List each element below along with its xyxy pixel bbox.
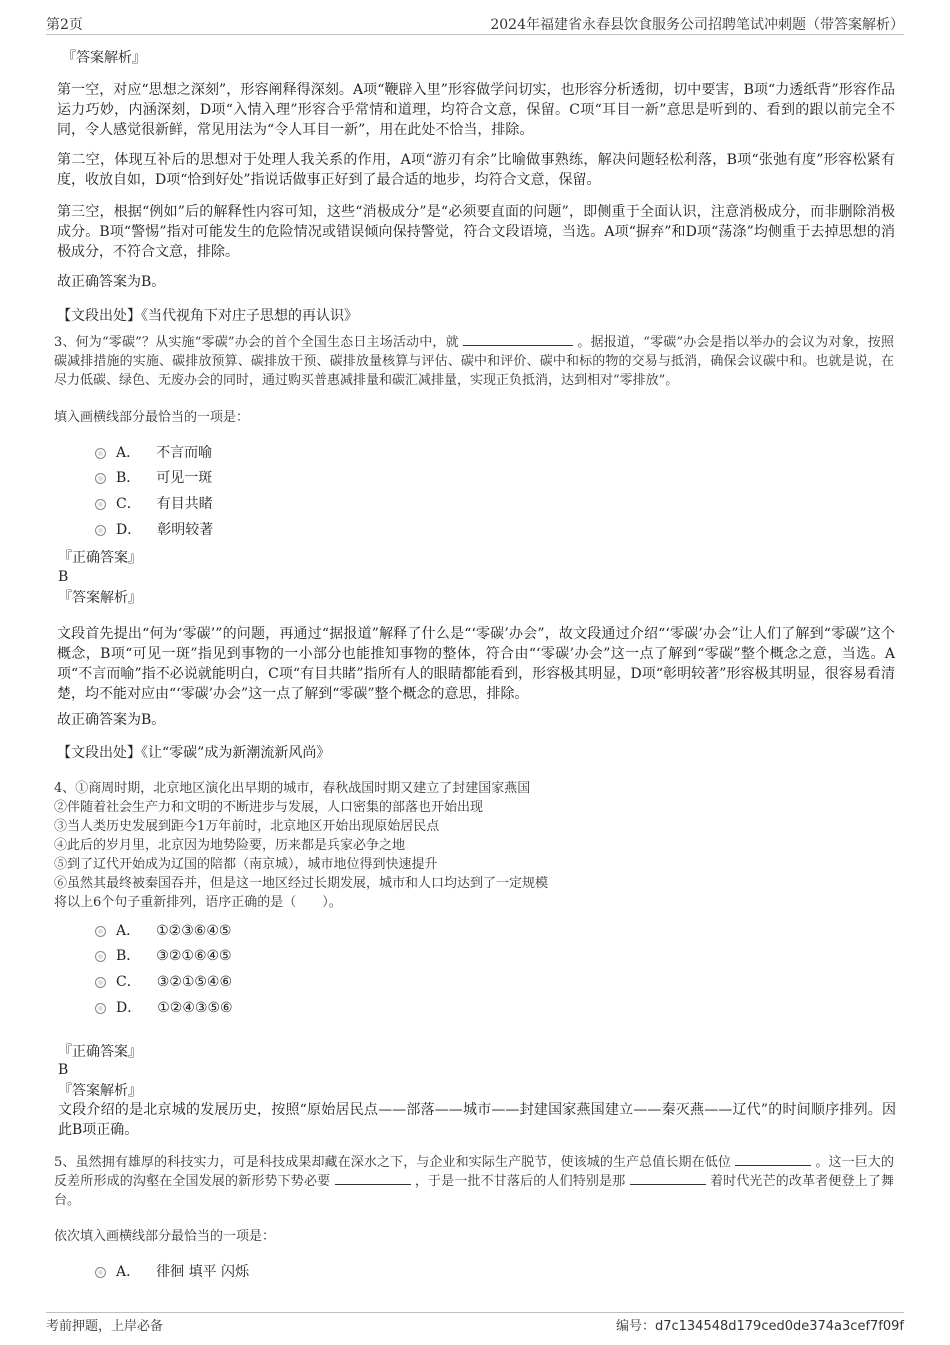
- option-text: ①②④③⑤⑥: [157, 1000, 233, 1016]
- option-text: 不言而喻: [156, 445, 213, 461]
- option-key: D．: [116, 1000, 142, 1016]
- q5-blank-3: [630, 1172, 706, 1185]
- q5-blank-1: [735, 1153, 811, 1166]
- radio-icon[interactable]: [95, 473, 106, 484]
- page-header: [46, 12, 904, 35]
- q4-sentence-6: ⑥虽然其最终被秦国吞并，但是这一地区经过长期发展，城市和人口均达到了一定规模: [54, 876, 549, 891]
- page-footer: [46, 1312, 904, 1334]
- option-text: 徘徊 填平 闪烁: [156, 1264, 250, 1280]
- q4-sentence-5: ⑤到了辽代开始成为辽国的陪都（南京城），城市地位得到快速提升: [54, 857, 438, 872]
- q3-prompt: 填入画横线部分最恰当的一项是：: [54, 410, 250, 425]
- q4-option-a[interactable]: [95, 921, 231, 941]
- q3-option-c[interactable]: [95, 494, 213, 514]
- q3-answer: B: [58, 569, 69, 585]
- q4-option-c[interactable]: [95, 972, 232, 992]
- q3-stem-part2: 。据报道，“零碳”办会是指以举办的会议为对象，按照碳减排措施的实施、碳排放预算、碳排放干预、碳排放量核算与评估、碳中和评价、碳中和标的物的交易与抵消，确保会议碳中和。也就是说，在尽力低碳、绿色、无废办会的同时，通过购买普惠减排量和碳汇减排量，实现正负抵消，达到相对“零排放”。: [54, 335, 894, 388]
- q4-prompt: 将以上6个句子重新排列，语序正确的是（ ）。: [54, 895, 342, 910]
- code-value: d7c134548d179ced0de374a3cef7f09f: [654, 1319, 904, 1334]
- q5-stem-part2: 。这一巨大的反差所形成的沟壑在全国发展的新形势下势必要: [54, 1155, 894, 1189]
- option-key: B．: [116, 470, 141, 486]
- q2-paragraph-2: 第二空，体现互补后的思想对于处理人我关系的作用，A项“游刃有余”比喻做事熟练，解决问题轻松利落，B项“张弛有度”形容松紧有度，收放自如，D项“恰到好处”指说话做事正好到了最合适的地步，均符合文意，保留。: [57, 152, 895, 188]
- q3-analysis: [57, 624, 895, 704]
- radio-icon[interactable]: [95, 448, 106, 459]
- q4-sentence-2: ②伴随着社会生产力和文明的不断进步与发展，人口密集的部落也开始出现: [54, 800, 484, 815]
- option-key: A．: [116, 923, 141, 939]
- option-key: B．: [116, 948, 141, 964]
- radio-icon[interactable]: [95, 977, 106, 988]
- q3-answer-label: 『正确答案』: [58, 550, 142, 566]
- q5-blank-2: [335, 1172, 411, 1185]
- option-text: ③②①⑤④⑥: [156, 974, 233, 990]
- q3-option-b[interactable]: [95, 468, 212, 488]
- q3-source: 【文段出处】《让“零碳”成为新潮流新风尚》: [57, 745, 331, 761]
- radio-icon[interactable]: [95, 1267, 106, 1278]
- q2-source: 【文段出处】《当代视角下对庄子思想的再认识》: [57, 308, 358, 324]
- option-text: ③②①⑥④⑤: [156, 948, 232, 964]
- option-text: 彰明较著: [157, 522, 214, 538]
- radio-icon[interactable]: [95, 525, 106, 536]
- q4-sentence-3: ③当人类历史发展到距今1万年前时，北京地区开始出现原始居民点: [54, 819, 440, 834]
- q2-analysis-label: 『答案解析』: [62, 50, 146, 66]
- footer-slogan: 考前押题，上岸必备: [46, 1319, 164, 1334]
- q2-analysis-p1: [57, 80, 895, 140]
- q2-analysis-p3: [57, 202, 895, 262]
- q4-analysis-label: 『答案解析』: [58, 1083, 142, 1099]
- q2-final-answer: 故正确答案为B。: [57, 274, 166, 290]
- q5-stem-part4: 着时代光芒的改革者便登上了舞台。: [54, 1174, 894, 1208]
- q2-analysis-p2: [57, 150, 895, 190]
- q5-prompt: 依次填入画横线部分最恰当的一项是：: [54, 1229, 276, 1244]
- option-key: D．: [116, 522, 142, 538]
- radio-icon[interactable]: [95, 499, 106, 510]
- option-key: C．: [116, 496, 141, 512]
- q4-analysis-text: 文段介绍的是北京城的发展历史，按照“原始居民点——部落——城市——封建国家燕国建立——秦灭燕——辽代”的时间顺序排列。因此B项正确。: [58, 1102, 896, 1138]
- q3-analysis-label: 『答案解析』: [58, 590, 142, 606]
- radio-icon[interactable]: [95, 926, 106, 937]
- q4-option-d[interactable]: [95, 998, 233, 1018]
- q5-stem: [54, 1153, 894, 1210]
- q4-answer: B: [58, 1062, 69, 1078]
- code-label: 编号：: [615, 1319, 655, 1334]
- document-title: 2024年福建省永春县饮食服务公司招聘笔试冲刺题（带答案解析）: [490, 17, 904, 33]
- q4-sentence-4: ④此后的岁月里，北京因为地势险要，历来都是兵家必争之地: [54, 838, 406, 853]
- q5-stem-part1: 5、虽然拥有雄厚的科技实力，可是科技成果却藏在深水之下，与企业和实际生产脱节，使该城的生产总值长期在低位: [54, 1155, 731, 1170]
- q3-final-answer: 故正确答案为B。: [57, 712, 166, 728]
- option-text: 可见一斑: [156, 470, 213, 486]
- q3-option-d[interactable]: [95, 520, 213, 540]
- q3-stem: [54, 333, 894, 390]
- page-number: 第2页: [46, 17, 83, 33]
- q4-option-b[interactable]: [95, 946, 232, 966]
- q5-stem-part3: ，于是一批不甘落后的人们特别是那: [414, 1174, 626, 1189]
- q3-stem-part1: 3、何为“零碳”？从实施“零碳”办会的首个全国生态日主场活动中，就: [54, 335, 459, 350]
- radio-icon[interactable]: [95, 1003, 106, 1014]
- option-text: 有目共睹: [156, 496, 213, 512]
- q3-analysis-text: 文段首先提出“何为‘零碳’”的问题，再通过“据报道”解释了什么是“‘零碳’办会”，故文段通过介绍“‘零碳’办会”让人们了解到“零碳”这个概念，B项“可见一斑”指见到事物的一小部分也能推知事物的整体，符合由“‘零碳’办会”这一点了解到“零碳”整个概念之意，当选。A项“不言而喻”指不必说就能明白，C项“有目共睹”指所有人的眼睛都能看到，形容极其明显，D项“彰明较著”形容极其明显，很容易看清楚，均不能对应由“‘零碳’办会”这一点了解到“零碳”整个概念的意思，排除。: [57, 626, 895, 702]
- option-key: C．: [116, 974, 141, 990]
- q2-paragraph-3: 第三空，根据“例如”后的解释性内容可知，这些“消极成分”是“必须要直面的问题”，即侧重于全面认识，注意消极成分，而非删除消极成分。B项“警惕”指对可能发生的危险情况或错误倾向保持警觉，符合文段语境，当选。A项“摒弃”和D项“荡涤”均侧重于去掉思想的消极成分，不符合文意，排除。: [57, 204, 895, 260]
- option-key: A．: [116, 445, 141, 461]
- q2-paragraph-1: 第一空，对应“思想之深刻”，形容阐释得深刻。A项“鞭辟入里”形容做学问切实，也形容分析透彻，切中要害，B项“力透纸背”形容作品运力巧妙，内涵深刻，D项“入情入理”形容合乎常情和道理，均符合文意，保留。C项“耳目一新”意思是听到的、看到的跟以前完全不同，令人感觉很新鲜，常见用法为“令人耳目一新”，用在此处不恰当，排除。: [57, 82, 895, 138]
- option-key: A．: [116, 1264, 141, 1280]
- q4-answer-label: 『正确答案』: [58, 1044, 142, 1060]
- q5-option-a[interactable]: [95, 1262, 249, 1282]
- q4-sentences: [54, 779, 894, 912]
- q3-blank: [463, 333, 573, 346]
- radio-icon[interactable]: [95, 951, 106, 962]
- q3-option-a[interactable]: [95, 443, 212, 463]
- q4-analysis: [58, 1100, 896, 1140]
- q4-sentence-1: 4、①商周时期，北京地区演化出早期的城市，春秋战国时期又建立了封建国家燕国: [54, 781, 531, 796]
- document-code: [616, 1315, 904, 1334]
- option-text: ①②③⑥④⑤: [156, 923, 232, 939]
